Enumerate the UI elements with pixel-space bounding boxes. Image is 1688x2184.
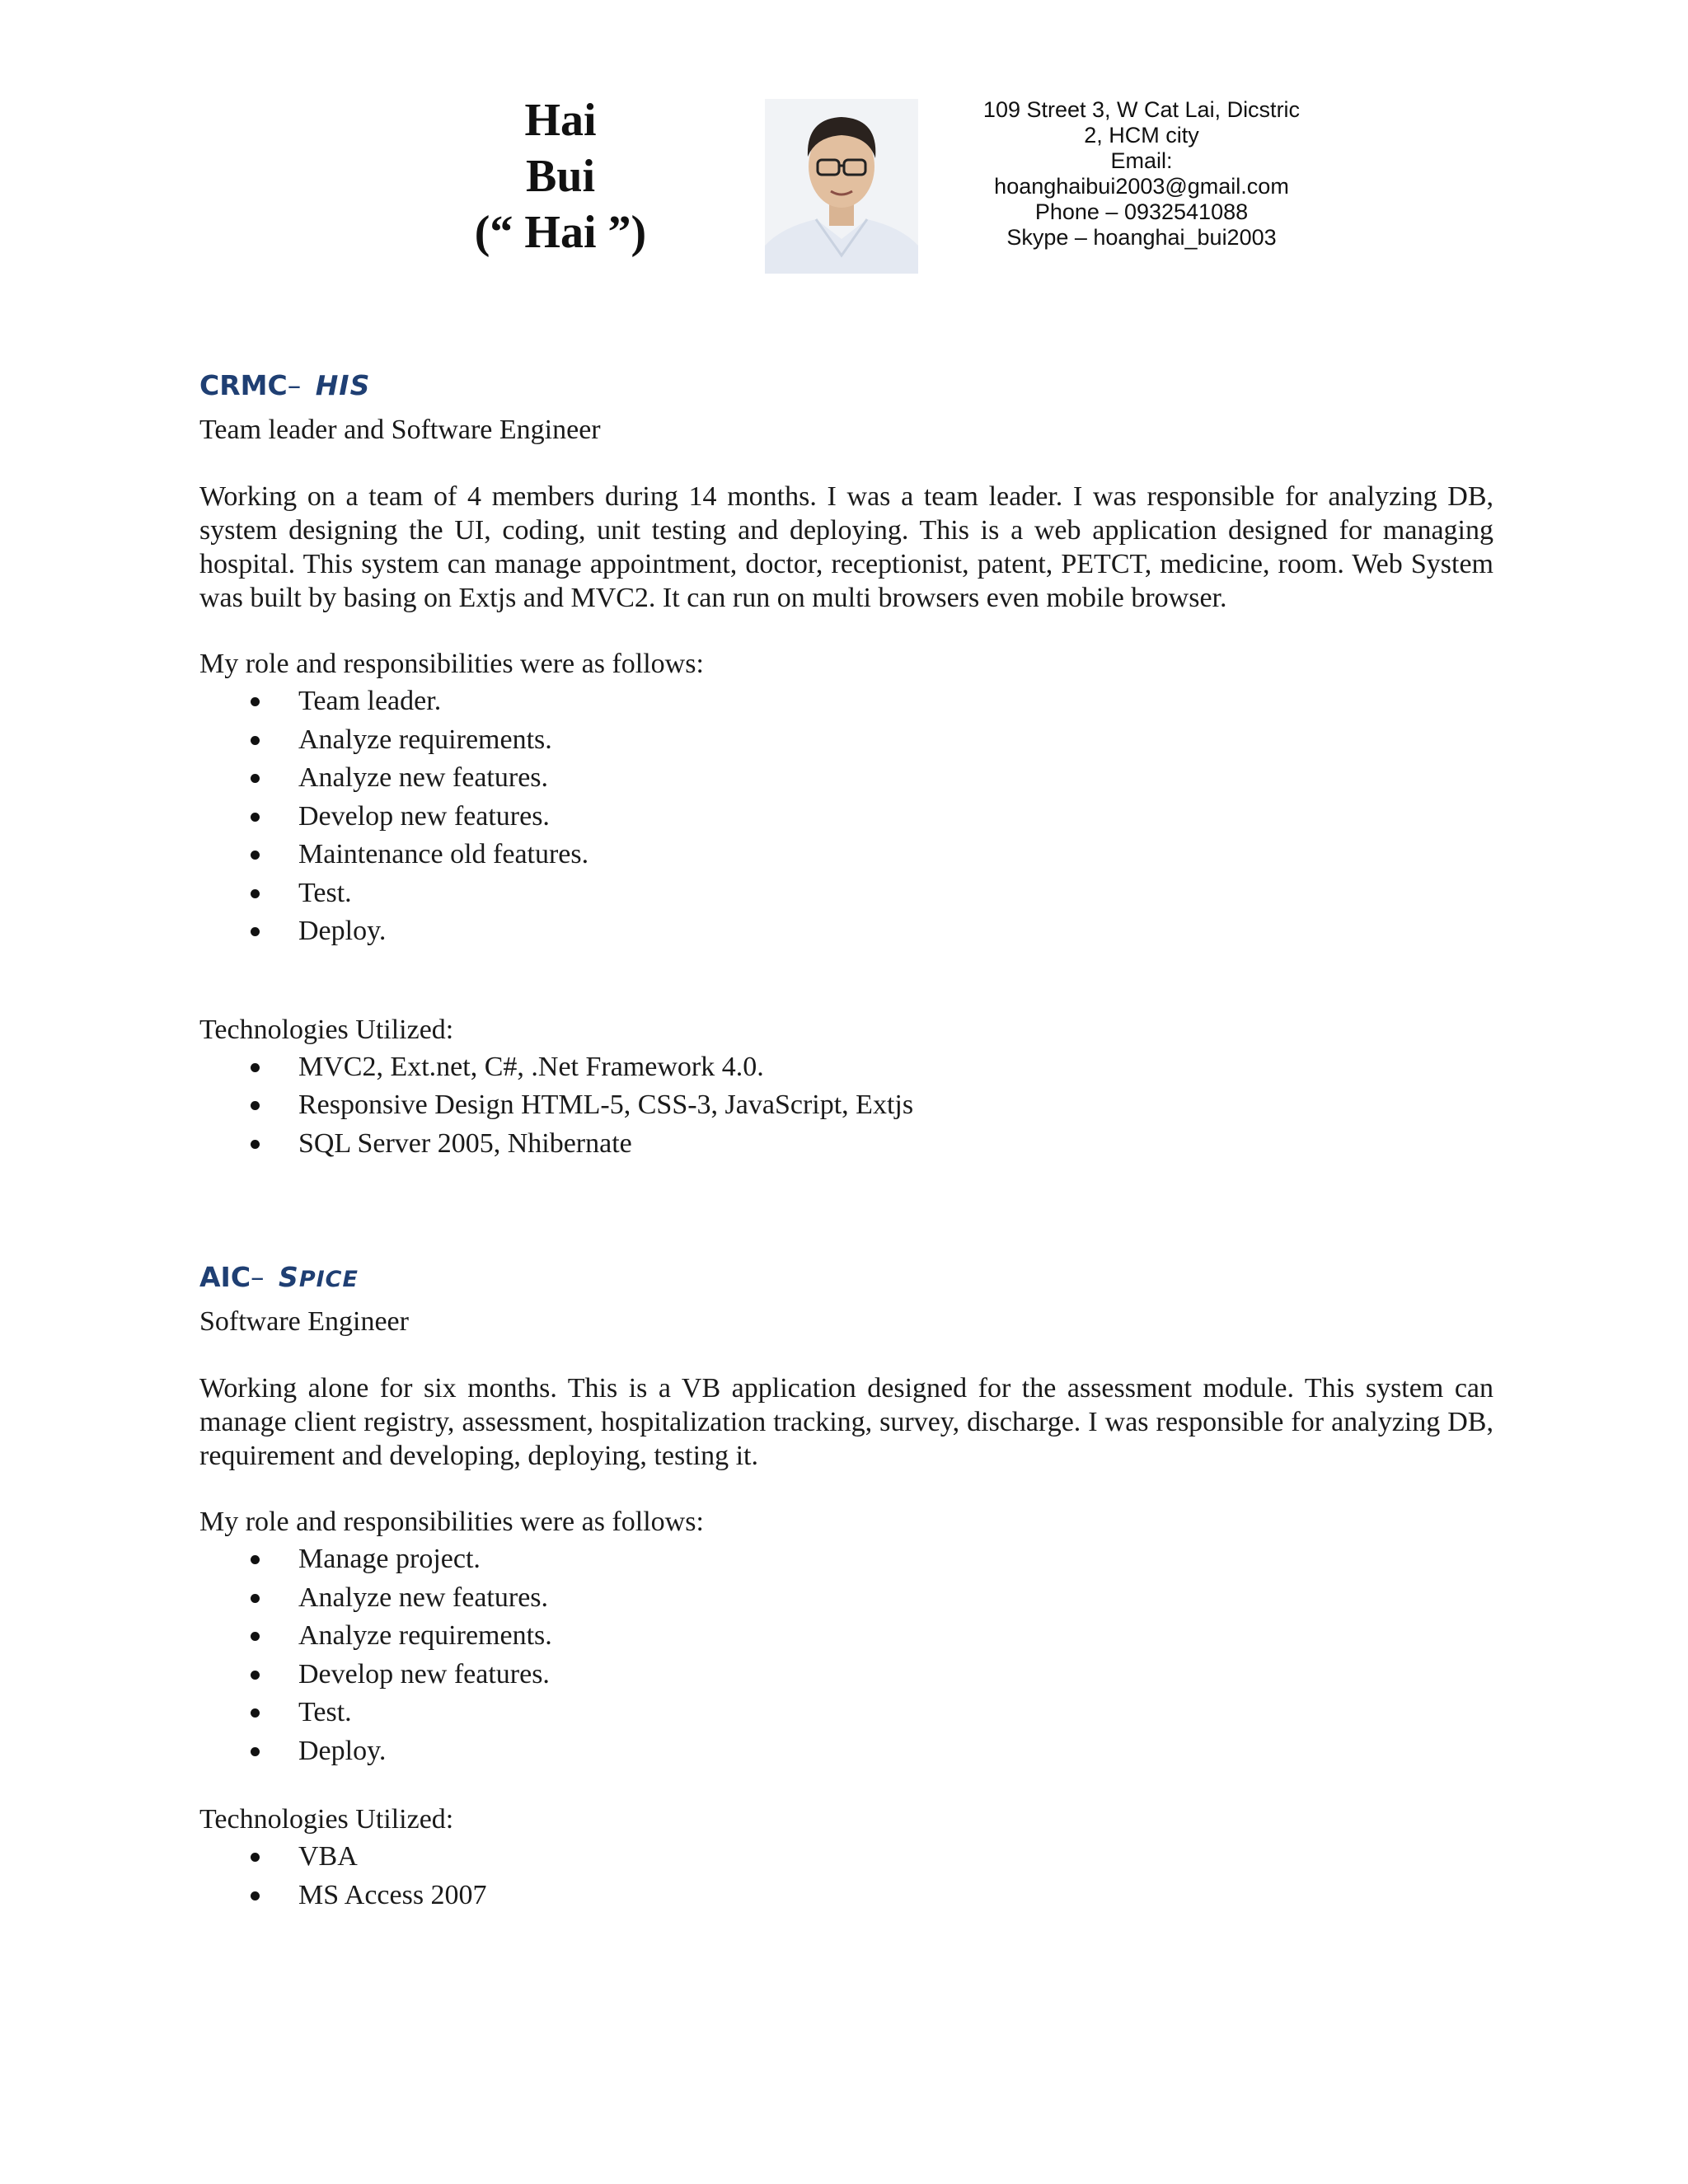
list-item: Develop new features. bbox=[199, 1656, 1493, 1694]
list-item: Develop new features. bbox=[199, 798, 1493, 837]
responsibilities-heading: My role and responsibilities were as follows: bbox=[199, 1507, 704, 1537]
technologies-heading: Technologies Utilized: bbox=[199, 1014, 454, 1045]
company-name: AIC bbox=[199, 1261, 251, 1293]
address-line-1: 109 Street 3, W Cat Lai, Dicstric bbox=[982, 97, 1301, 122]
list-item: MS Access 2007 bbox=[199, 1877, 1493, 1915]
project-name: HIS bbox=[315, 369, 371, 401]
candidate-name bbox=[445, 92, 676, 260]
contact-info bbox=[956, 97, 1327, 251]
title-dash: – bbox=[287, 369, 302, 401]
experience-section-aic bbox=[199, 1259, 1493, 1915]
list-item: Maintenance old features. bbox=[199, 836, 1493, 874]
name-last: Bui bbox=[525, 151, 596, 202]
email-address[interactable]: hoanghaibui2003@gmail.com bbox=[994, 174, 1289, 199]
job-role: Team leader and Software Engineer bbox=[199, 415, 601, 445]
email-label: Email: bbox=[1110, 148, 1173, 173]
list-item: Analyze new features. bbox=[199, 759, 1493, 798]
address-line-2: 2, HCM city bbox=[1084, 123, 1199, 148]
project-name bbox=[279, 1261, 359, 1293]
list-item: MVC2, Ext.net, C#, .Net Framework 4.0. bbox=[199, 1048, 1493, 1087]
list-item: Manage project. bbox=[199, 1540, 1493, 1579]
section-title bbox=[199, 1259, 1493, 1296]
list-item: Team leader. bbox=[199, 682, 1493, 721]
list-item: VBA bbox=[199, 1838, 1493, 1877]
technologies-list bbox=[199, 1048, 1493, 1164]
section-title bbox=[199, 368, 1493, 404]
list-item: SQL Server 2005, Nhibernate bbox=[199, 1125, 1493, 1164]
list-item: Deploy. bbox=[199, 1732, 1493, 1771]
profile-photo bbox=[765, 99, 918, 274]
list-item: Analyze new features. bbox=[199, 1579, 1493, 1618]
list-item: Test. bbox=[199, 1694, 1493, 1732]
project-name-rest: PICE bbox=[298, 1267, 359, 1292]
job-role: Software Engineer bbox=[199, 1306, 409, 1337]
responsibilities-list bbox=[199, 682, 1493, 951]
skype-id: Skype – hoanghai_bui2003 bbox=[1006, 225, 1277, 250]
list-item: Test. bbox=[199, 874, 1493, 913]
company-name: CRMC bbox=[199, 369, 288, 401]
project-description: Working alone for six months. This is a VB application designed for the assessment module. This system can manage client registry, assessment, hospitalization tracking, survey, discharge. I was responsible for analyzing DB, requirement and developing, deploying, testing it. bbox=[199, 1373, 1493, 1471]
list-item: Analyze requirements. bbox=[199, 1617, 1493, 1656]
list-item: Responsive Design HTML-5, CSS-3, JavaScript, Extjs bbox=[199, 1086, 1493, 1125]
responsibilities-heading: My role and responsibilities were as follows: bbox=[199, 649, 704, 679]
responsibilities-list bbox=[199, 1540, 1493, 1770]
phone-number: Phone – 0932541088 bbox=[1034, 199, 1249, 224]
project-name-initial: S bbox=[279, 1261, 299, 1293]
experience-section-crmc bbox=[199, 368, 1493, 1163]
title-dash: – bbox=[251, 1261, 265, 1293]
spacer bbox=[199, 951, 1493, 1012]
list-item: Deploy. bbox=[199, 912, 1493, 951]
project-description: Working on a team of 4 members during 14 months. I was a team leader. I was responsible for analyzing DB, system designing the UI, coding, unit testing and deploying. This is a web application designed for managing hospital. This system can manage appointment, doctor, receptionist, patent, PETCT, medicine, room. Web System was built by basing on Extjs and MVC2. It can run on multi browsers even mobile browser. bbox=[199, 481, 1493, 613]
technologies-list bbox=[199, 1838, 1493, 1915]
technologies-heading: Technologies Utilized: bbox=[199, 1804, 454, 1835]
name-nickname: (“ Hai ”) bbox=[474, 207, 647, 258]
list-item: Analyze requirements. bbox=[199, 721, 1493, 760]
name-first: Hai bbox=[524, 95, 597, 146]
